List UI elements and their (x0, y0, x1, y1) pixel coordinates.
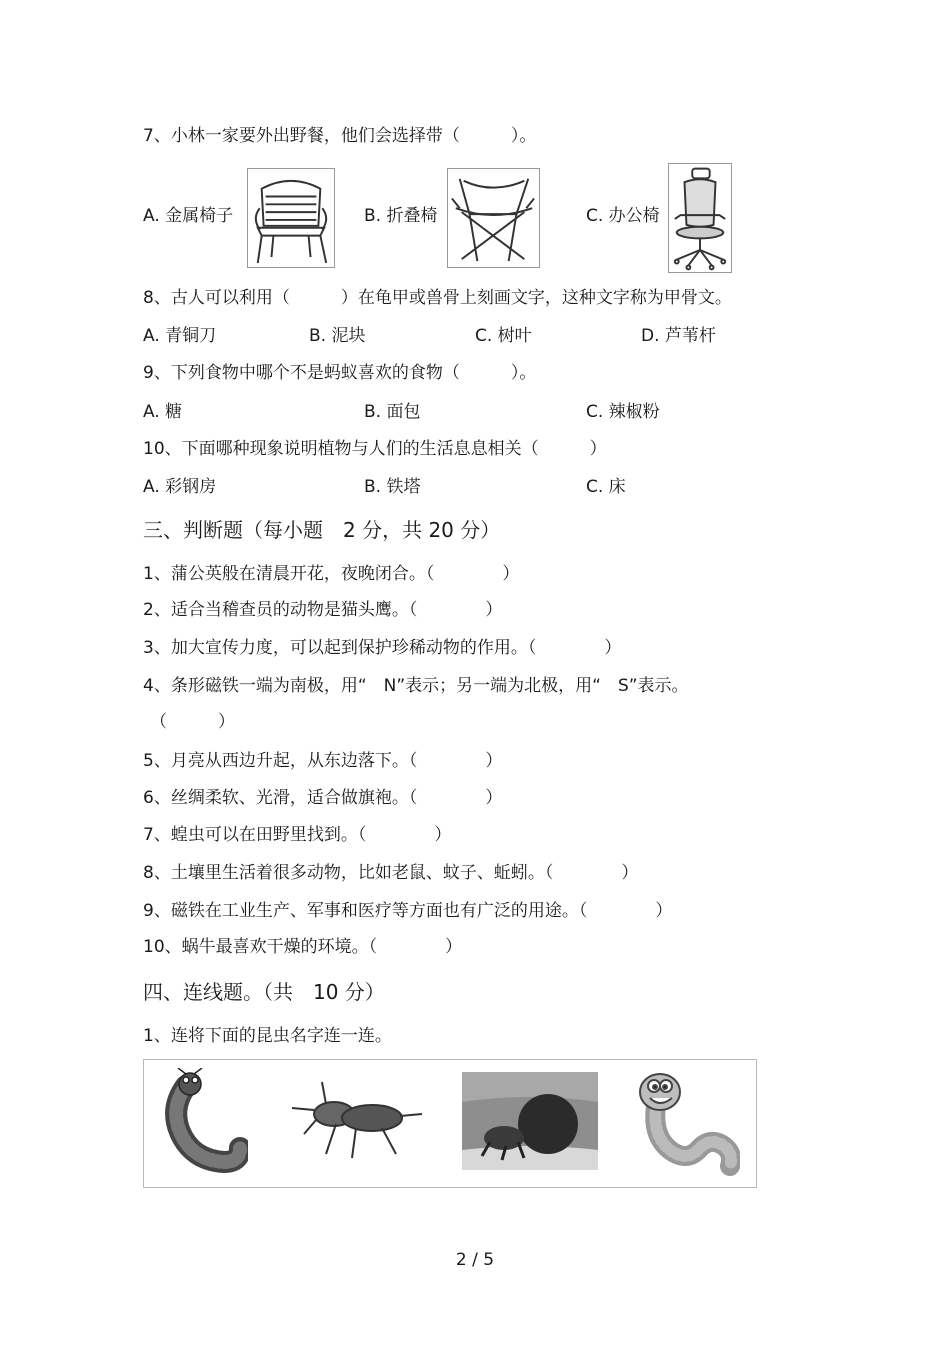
q10-option-a: A. 彩钢房 (143, 477, 217, 497)
section4-q1: 1、连将下面的昆虫名字连一连。 (143, 1026, 392, 1046)
tf-item-2: 2、适合当稽查员的动物是猫头鹰。（ ） (143, 600, 503, 620)
tf-item-6: 6、丝绸柔软、光滑，适合做旗袍。（ ） (143, 788, 503, 808)
q9-stem: 9、下列食物中哪个不是蚂蚁喜欢的食物（ ）。 (143, 363, 537, 383)
metal-chair-icon (247, 168, 335, 268)
section4-title: 四、连线题。（共 10 分） (143, 980, 385, 1004)
folding-chair-icon (447, 168, 540, 268)
earthworm-icon (632, 1066, 740, 1178)
tf-item-3: 3、加大宣传力度，可以起到保护珍稀动物的作用。（ ） (143, 638, 622, 658)
q7-option-c: C. 办公椅 (586, 206, 660, 226)
q8-stem: 8、古人可以利用（ ）在龟甲或兽骨上刻画文字，这种文字称为甲骨文。 (143, 288, 732, 308)
office-chair-icon (668, 163, 732, 273)
q8-option-d: D. 芦苇杆 (641, 326, 716, 346)
q8-option-b: B. 泥块 (309, 326, 366, 346)
q9-option-c: C. 辣椒粉 (586, 402, 660, 422)
tf-item-8: 8、土壤里生活着很多动物，比如老鼠、蚊子、蚯蚓。（ ） (143, 863, 639, 883)
q7-option-b: B. 折叠椅 (364, 206, 438, 226)
q7-option-a: A. 金属椅子 (143, 206, 234, 226)
tf-item-4: 4、条形磁铁一端为南极，用“ N”表示；另一端为北极，用“ S”表示。 (143, 676, 689, 696)
tf-item-10: 10、蜗牛最喜欢干燥的环境。（ ） (143, 937, 463, 957)
section3-title: 三、判断题（每小题 2 分，共 20 分） (143, 518, 501, 542)
tf-item-9: 9、磁铁在工业生产、军事和医疗等方面也有广泛的用途。（ ） (143, 901, 673, 921)
insect-image-strip (143, 1059, 757, 1188)
q7-stem: 7、小林一家要外出野餐，他们会选择带（ ）。 (143, 126, 537, 146)
tf-item-1: 1、蒲公英般在清晨开花，夜晚闭合。（ ） (143, 564, 520, 584)
tf-item-7: 7、蝗虫可以在田野里找到。（ ） (143, 825, 452, 845)
mole-cricket-icon (286, 1074, 426, 1166)
dung-beetle-icon (462, 1072, 598, 1170)
millipede-icon (156, 1068, 248, 1178)
q8-option-c: C. 树叶 (475, 326, 532, 346)
q10-option-c: C. 床 (586, 477, 626, 497)
q8-option-a: A. 青铜刀 (143, 326, 217, 346)
page-number: 2 / 5 (455, 1250, 495, 1270)
q9-option-b: B. 面包 (364, 402, 421, 422)
q9-option-a: A. 糖 (143, 402, 183, 422)
tf-item-4-blank: （ ） (150, 712, 235, 732)
q10-option-b: B. 铁塔 (364, 477, 421, 497)
tf-item-5: 5、月亮从西边升起，从东边落下。（ ） (143, 751, 503, 771)
q10-stem: 10、下面哪种现象说明植物与人们的生活息息相关（ ） (143, 439, 607, 459)
